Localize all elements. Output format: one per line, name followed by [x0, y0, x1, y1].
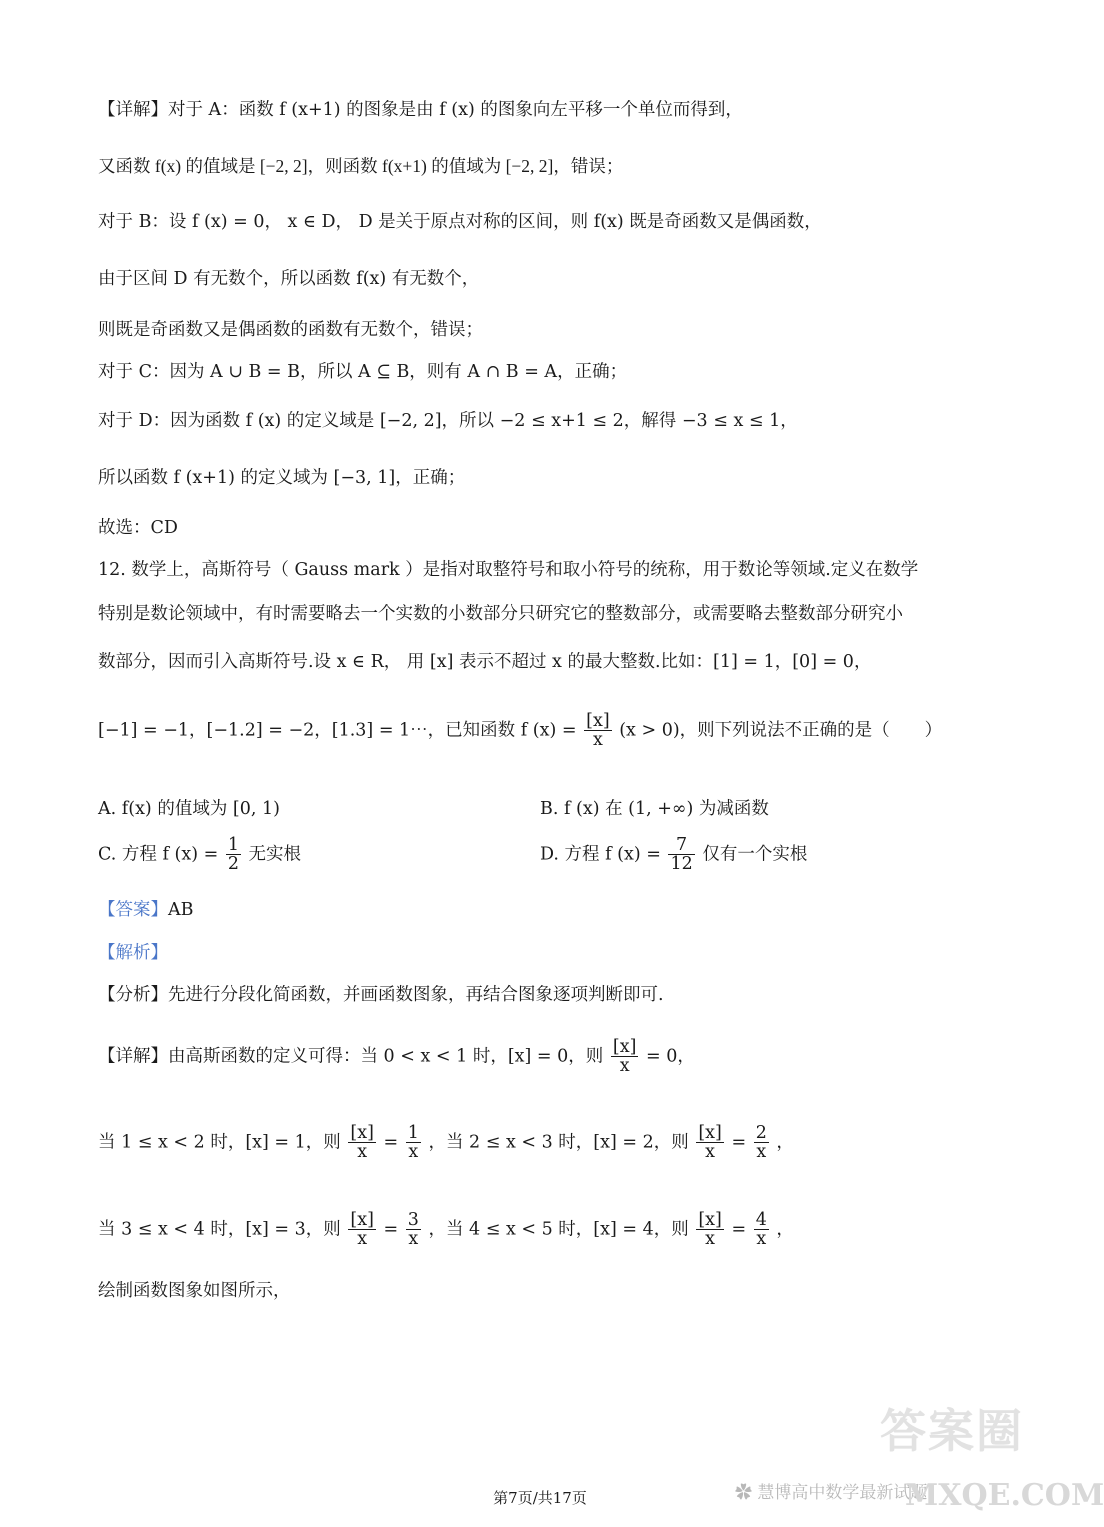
fraction-denominator: x [756, 1142, 767, 1163]
fraction-denominator: x [408, 1229, 419, 1250]
answer-value: AB [168, 900, 194, 920]
equals-sign: = [731, 1132, 747, 1153]
detail-option-c: 对于 C：因为 A ∪ B = B，所以 A ⊆ B，则有 A ∩ B = A，正确； [98, 362, 628, 382]
fraction-numerator: 7 [668, 836, 694, 855]
detail-2-mid: ，当 2 ≤ x < 3 时，[x] = 2，则 [428, 1132, 689, 1153]
question-examples: [−1] = −1，[−1.2] = −2，[1.3] = 1⋯，已知函数 f (x) = [98, 720, 577, 741]
detail-line-3 [98, 1211, 794, 1249]
fraction-denominator: x [756, 1229, 767, 1250]
fraction-denominator: x [705, 1142, 716, 1163]
fraction-numerator: 3 [407, 1210, 419, 1230]
draw-graph-note: 绘制函数图象如图所示， [98, 1281, 291, 1301]
fraction-numerator: 1 [407, 1123, 419, 1143]
fraction-numerator: [x] [350, 1210, 374, 1230]
question-stem-end: (x > 0)，则下列说法不正确的是（ ） [619, 720, 943, 741]
fraction [696, 1211, 724, 1249]
fraction-denominator: x [357, 1142, 368, 1163]
function-fraction [584, 712, 612, 750]
option-c-fraction [226, 836, 241, 874]
option-c-suffix: 无实根 [248, 844, 302, 865]
detail-option-a: 【详解】对于 A：函数 f (x+1) 的图象是由 f (x) 的图象向左平移一个单位而得到， [98, 100, 743, 120]
fraction-denominator: x [408, 1142, 419, 1163]
option-d-prefix: D. 方程 f (x) = [540, 844, 661, 865]
fraction-numerator: [x] [698, 1123, 722, 1143]
option-d-suffix: 仅有一个实根 [702, 844, 808, 865]
fraction [754, 1211, 769, 1249]
fraction-denominator: 12 [670, 854, 693, 875]
analysis-label: 【解析】 [98, 943, 168, 963]
fraction-numerator: [x] [612, 1037, 637, 1057]
question-12-line-2: 特别是数论领域中，有时需要略去一个实数的小数部分只研究它的整数部分，或需要略去整数部分研究小 [98, 604, 903, 624]
wechat-icon: ✿ [735, 1483, 752, 1503]
equals-sign: = [383, 1132, 399, 1153]
fraction-numerator: [x] [698, 1210, 722, 1230]
fraction [696, 1124, 724, 1162]
fraction [406, 1211, 421, 1249]
detail-line-1 [98, 1038, 695, 1076]
fraction-numerator: 2 [755, 1123, 767, 1143]
detail-1-text: 【详解】由高斯函数的定义可得：当 0 < x < 1 时，[x] = 0，则 [98, 1046, 604, 1067]
detail-3-mid: ，当 4 ≤ x < 5 时，[x] = 4，则 [428, 1219, 689, 1240]
fraction-denominator: 2 [227, 854, 239, 875]
page-footer: 第7页/共17页 [493, 1489, 587, 1507]
question-12-line-1: 12. 数学上，高斯符号（ Gauss mark ）是指对取整符号和取小符号的统称，用于数论等领域.定义在数学 [98, 560, 919, 580]
option-c [98, 836, 301, 874]
detail-3-text: 当 3 ≤ x < 4 时，[x] = 3，则 [98, 1219, 341, 1240]
question-12-line-3: 数部分，因而引入高斯符号.设 x ∈ R， 用 [x] 表示不超过 x 的最大整数.比如：[1] = 1，[0] = 0， [98, 652, 872, 672]
fraction-denominator: x [357, 1229, 368, 1250]
watermark-site: MXQE.COM [905, 1478, 1104, 1513]
choice-summary: 故选：CD [98, 518, 178, 538]
option-d [540, 836, 807, 874]
fraction [754, 1124, 769, 1162]
option-a: A. f(x) 的值域为 [0, 1) [98, 799, 280, 819]
detail-option-b-count: 由于区间 D 有无数个，所以函数 f(x) 有无数个， [98, 269, 480, 289]
watermark-logo: 答案圈 [880, 1404, 1024, 1458]
detail-option-b: 对于 B：设 f (x) = 0， x ∈ D， D 是关于原点对称的区间，则 f(x) 既是奇函数又是偶函数， [98, 212, 822, 232]
detail-2-end: ， [776, 1132, 794, 1153]
detail-line-2 [98, 1124, 794, 1162]
fraction-denominator: x [592, 730, 603, 751]
fraction-numerator: 1 [227, 835, 239, 855]
analysis-summary: 【分析】先进行分段化简函数，并画函数图象，再结合图象逐项判断即可. [98, 985, 664, 1005]
detail-1-end: = 0， [645, 1046, 695, 1067]
detail-3-end: ， [776, 1219, 794, 1240]
fraction-denominator: x [705, 1229, 716, 1250]
fraction [406, 1124, 421, 1162]
watermark-label: 慧博高中数学最新试题 [757, 1483, 928, 1503]
option-c-prefix: C. 方程 f (x) = [98, 844, 219, 865]
equals-sign: = [731, 1219, 747, 1240]
equals-sign: = [383, 1219, 399, 1240]
detail-option-d: 对于 D：因为函数 f (x) 的定义域是 [−2, 2]，所以 −2 ≤ x+1 ≤ 2，解得 −3 ≤ x ≤ 1， [98, 411, 798, 431]
answer-label: 【答案】 [98, 900, 168, 920]
fraction-numerator: [x] [350, 1123, 374, 1143]
question-12-line-4 [98, 712, 942, 750]
detail-option-a-range: 又函数 f(x) 的值域是 [−2, 2]，则函数 f(x+1) 的值域为 [−2, 2]，错误； [98, 156, 624, 176]
fraction [348, 1211, 376, 1249]
fraction-numerator: [x] [586, 711, 610, 731]
option-b: B. f (x) 在 (1, +∞) 为减函数 [540, 799, 769, 819]
fraction-numerator: 4 [755, 1210, 767, 1230]
answer-line [98, 902, 194, 920]
option-d-fraction [668, 836, 694, 874]
fraction-denominator: x [619, 1056, 630, 1077]
detail-option-b-conclusion: 则既是奇函数又是偶函数的函数有无数个，错误； [98, 320, 483, 340]
detail-2-text: 当 1 ≤ x < 2 时，[x] = 1，则 [98, 1132, 341, 1153]
fraction [348, 1124, 376, 1162]
detail-option-d-domain: 所以函数 f (x+1) 的定义域为 [−3, 1]，正确； [98, 468, 466, 488]
detail-1-fraction [611, 1038, 639, 1076]
